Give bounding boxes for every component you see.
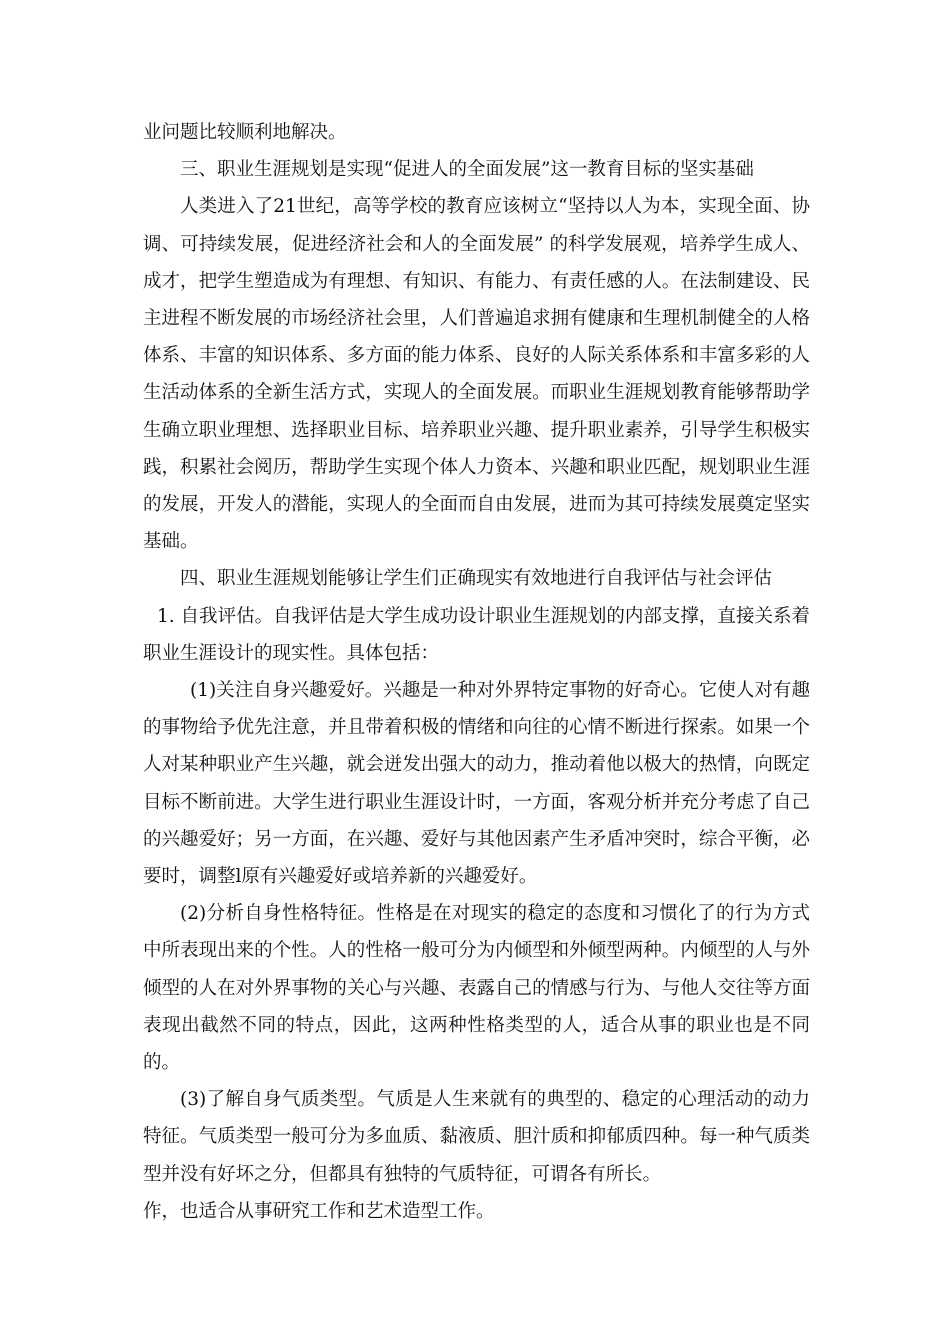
document-body — [143, 114, 810, 1230]
paragraph-fragment: 作，也适合从事研究工作和艺术造型工作。 — [143, 1200, 495, 1222]
list-item-temperament: (3)了解自身气质类型。气质是人生来就有的典型的、稳定的心理活动的动力特征。气质类型一般可分为多血质、黏液质、胆汁质和抑郁质四种。每一种气质类型并没有好坏之分，但都具有独特的气质特征，可谓各有所长。 — [143, 1089, 810, 1185]
paragraph-continued: 业问题比较顺利地解决。 — [143, 122, 347, 143]
list-item-personality: (2)分析自身性格特征。性格是在对现实的稳定的态度和习惯化了的行为方式中所表现出来的个性。人的性格一般可分为内倾型和外倾型两种。内倾型的人与外倾型的人在对外界事物的关心与兴趣、表露自己的情感与行为、与他人交往等方面表现出截然不同的特点，因此，这两种性格类型的人，适合从事的职业也是不同的。 — [143, 903, 810, 1074]
paragraph-21st-century: 人类进入了21世纪，高等学校的教育应该树立“坚持以人为本，实现全面、协调、可持续发展，促进经济社会和人的全面发展” 的科学发展观，培养学生成人、成才，把学生塑造成为有理想、有知识、有能力、有责任感的人。在法制建设、民主进程不断发展的市场经济社会里，人们普遍追求拥有健康和生理机制健全的人格体系、丰富的知识体系、多方面的能力体系、良好的人际关系体系和丰富多彩的人生活动体系的全新生活方式，实现人的全面发展。而职业生涯规划教育能够帮助学生确立职业理想、选择职业目标、培养职业兴趣、提升职业素养，引导学生积极实践，积累社会阅历，帮助学生实现个体人力资本、兴趣和职业匹配，规划职业生涯的发展，开发人的潜能，实现人的全面而自由发展，进而为其可持续发展奠定坚实基础。 — [143, 196, 810, 553]
paragraph-self-evaluation: 1. 自我评估。自我评估是大学生成功设计职业生涯规划的内部支撑，直接关系着职业生涯设计的现实性。具体包括： — [143, 605, 810, 664]
section-heading-3: 三、职业生涯规划是实现“促进人的全面发展”这一教育目标的坚实基础 — [180, 159, 754, 181]
section-heading-4: 四、职业生涯规划能够让学生们正确现实有效地进行自我评估与社会评估 — [180, 568, 773, 590]
list-item-interests: (1)关注自身兴趣爱好。兴趣是一种对外界特定事物的好奇心。它使人对有趣的事物给予优先注意，并且带着积极的情绪和向往的心情不断进行探索。如果一个人对某种职业产生兴趣，就会迸发出强大的动力，推动着他以极大的热情，向既定目标不断前进。大学生进行职业生涯设计时，一方面，客观分析并充分考虑了自己的兴趣爱好；另一方面，在兴趣、爱好与其他因素产生矛盾冲突时，综合平衡，必要时，调整l原有兴趣爱好或培养新的兴趣爱好。 — [143, 680, 810, 888]
